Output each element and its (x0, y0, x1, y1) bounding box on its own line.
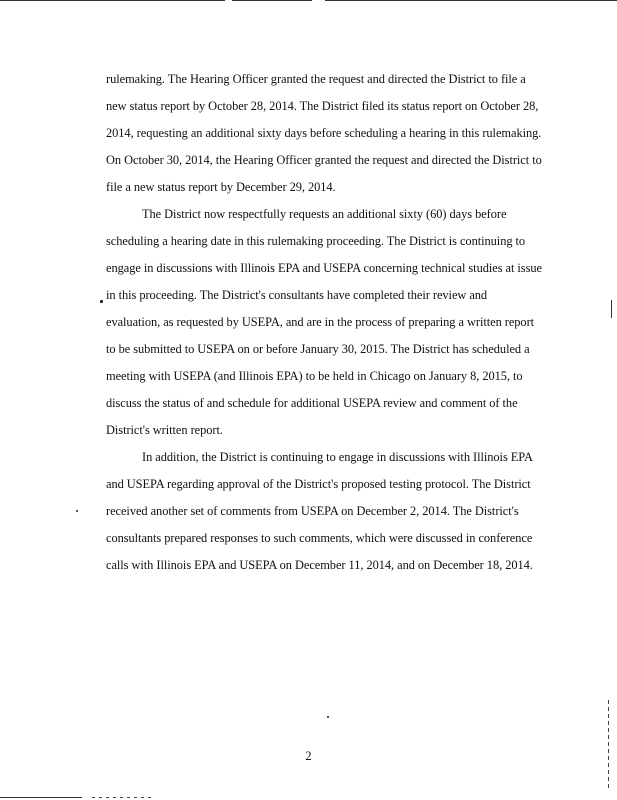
scan-edge-mark (611, 300, 612, 318)
text-line: meeting with USEPA (and Illinois EPA) to be held in Chicago on January 8, 2015, to (106, 369, 523, 383)
scan-speck (76, 510, 78, 512)
text-line: new status report by October 28, 2014. The District filed its status report on October 28, (106, 99, 539, 113)
text-line: discuss the status of and schedule for additional USEPA review and comment of the (106, 396, 518, 410)
text-line: calls with Illinois EPA and USEPA on December 11, 2014, and on December 18, 2014. (106, 558, 533, 572)
text-line: received another set of comments from USEPA on December 2, 2014. The District's (106, 504, 519, 518)
scan-edge-mark (608, 700, 609, 790)
scan-edge-mark (0, 0, 225, 1)
text-line: in this proceeding. The District's consultants have completed their review and (106, 288, 488, 302)
scan-edge-mark (232, 0, 312, 1)
text-line: consultants prepared responses to such comments, which were discussed in conference (106, 531, 533, 545)
page-number: 2 (305, 749, 312, 763)
text-line: 2014, requesting an additional sixty days before scheduling a hearing in this rulemaking. (106, 126, 542, 140)
text-line: rulemaking. The Hearing Officer granted the request and directed the District to file a (106, 72, 526, 86)
text-line: to be submitted to USEPA on or before January 30, 2015. The District has scheduled a (106, 342, 530, 356)
text-line: evaluation, as requested by USEPA, and are in the process of preparing a written report (106, 315, 535, 329)
scan-edge-mark (92, 797, 152, 798)
scan-speck (327, 716, 329, 718)
scan-speck (100, 300, 103, 303)
paragraph-first-line: The District now respectfully requests an additional sixty (60) days before (142, 207, 507, 221)
text-line: scheduling a hearing date in this rulemaking proceeding. The District is continuing to (106, 234, 526, 248)
text-line: file a new status report by December 29, 2014. (106, 180, 336, 194)
text-line: District's written report. (106, 423, 223, 437)
text-line: On October 30, 2014, the Hearing Officer granted the request and directed the District to (106, 153, 542, 167)
text-line: and USEPA regarding approval of the District's proposed testing protocol. The District (106, 477, 531, 491)
paragraph-first-line: In addition, the District is continuing to engage in discussions with Illinois EPA (142, 450, 533, 464)
text-line: engage in discussions with Illinois EPA and USEPA concerning technical studies at issue (106, 261, 542, 275)
scan-edge-mark (0, 797, 82, 798)
scan-edge-mark (325, 0, 617, 1)
